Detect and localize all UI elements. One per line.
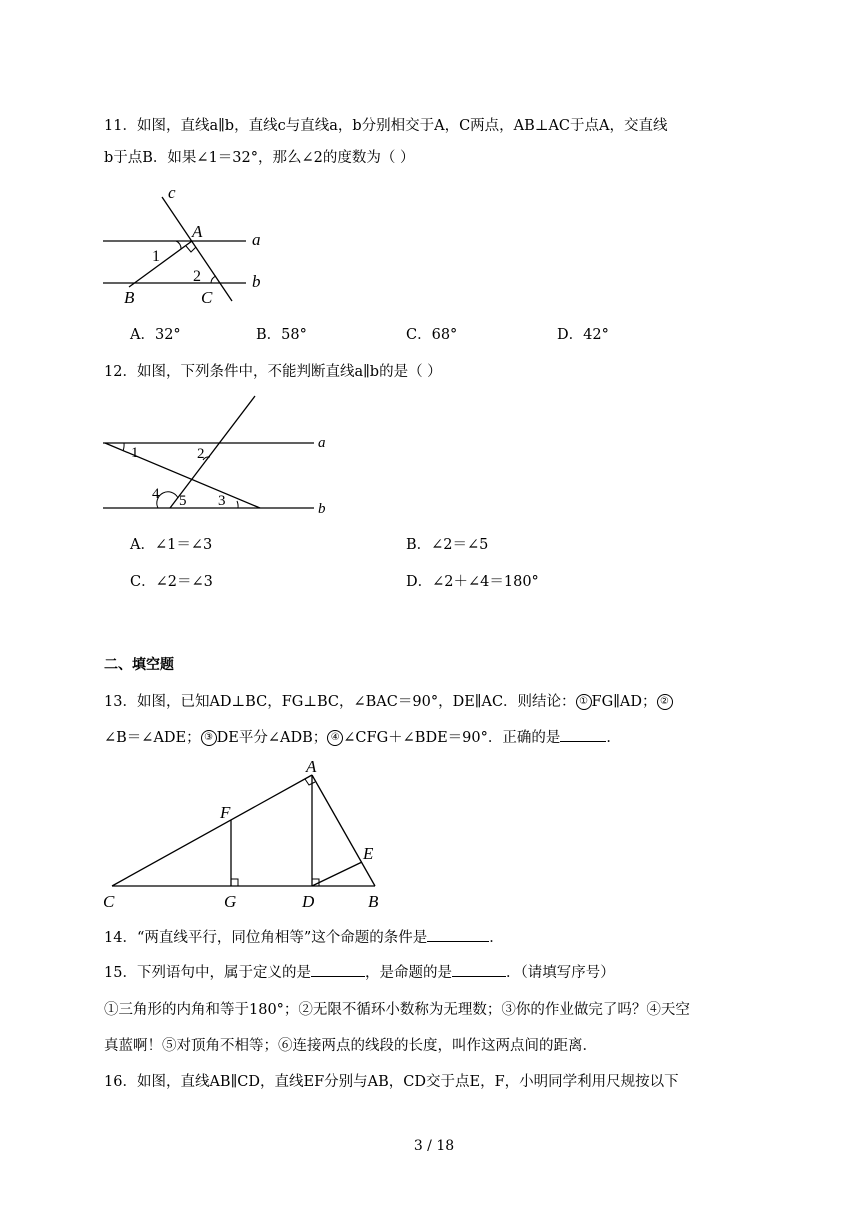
q13-label-F: F: [220, 803, 231, 822]
q15-definition-blank[interactable]: [311, 962, 365, 977]
q13-circle-4: ④: [327, 730, 343, 746]
q13-figure: [100, 752, 400, 912]
q12-label-a: a: [318, 435, 326, 451]
q12-label-b: b: [318, 501, 326, 517]
section-title-fill-in: 二、填空题: [104, 657, 174, 673]
q11-option-a: A．32°: [130, 327, 181, 343]
q14-end: ．: [489, 930, 504, 946]
q11-label-2: 2: [193, 268, 201, 285]
q15-text-a: 15．下列语句中，属于定义的是: [104, 965, 311, 981]
q13-line1-text-b: FG∥AD；: [591, 694, 657, 710]
q13-label-B: B: [368, 892, 379, 911]
q13-answer-blank[interactable]: [560, 727, 606, 742]
q13-circle-3: ③: [201, 730, 217, 746]
q13-line2-text-a: ∠B＝∠ADE；: [104, 730, 201, 746]
q11-option-d: D．42°: [557, 327, 609, 343]
q13-circle-2: ②: [657, 694, 673, 710]
page-number: 3 / 18: [413, 1138, 455, 1154]
q12-label-5: 5: [179, 493, 187, 509]
q13-line2-end: ．: [606, 730, 621, 746]
q15-line1: [104, 961, 615, 982]
q14-text: 14．“两直线平行，同位角相等”这个命题的条件是: [104, 930, 428, 946]
q11-label-B: B: [124, 288, 135, 307]
q11-label-a: a: [252, 230, 261, 249]
q16-line1: 16．如图，直线AB∥CD，直线EF分别与AB，CD交于点E，F，小明同学利用尺规按以下: [104, 1074, 679, 1090]
q14-line: [104, 926, 504, 947]
q12-figure: [100, 392, 340, 522]
q15-line2: ①三角形的内角和等于180°；②无限不循环小数称为无理数；③你的作业做完了吗？④天空: [104, 1002, 690, 1018]
q11-option-b: B．58°: [256, 327, 307, 343]
q14-answer-blank[interactable]: [427, 927, 489, 942]
q12-label-4: 4: [152, 486, 160, 502]
q13-line2-text-c: ∠CFG＋∠BDE＝90°．正确的是: [343, 730, 561, 746]
q12-option-a: A．∠1＝∠3: [130, 537, 213, 553]
q12-label-3: 3: [218, 493, 226, 509]
q12-option-b: B．∠2＝∠5: [406, 537, 489, 553]
q13-circle-1: ①: [576, 694, 592, 710]
q11-option-c: C．68°: [406, 327, 458, 343]
q12-label-2: 2: [197, 446, 205, 462]
q13-label-E: E: [363, 844, 374, 863]
q11-label-b: b: [252, 272, 261, 291]
q13-label-G: G: [224, 892, 237, 911]
q12-label-1: 1: [131, 445, 139, 461]
q11-label-1: 1: [152, 248, 160, 265]
q13-line1: [104, 690, 673, 711]
q13-line2-text-b: DE平分∠ADB；: [216, 730, 328, 746]
q13-label-A: A: [306, 757, 317, 776]
q12-line1: 12．如图，下列条件中，不能判断直线a∥b的是（ ）: [104, 364, 442, 380]
q15-text-c: ．（请填写序号）: [505, 965, 615, 981]
q12-option-d: D．∠2＋∠4＝180°: [406, 574, 539, 590]
q11-figure: [100, 183, 280, 308]
q15-text-b: ，是命题的是: [364, 965, 452, 981]
q15-proposition-blank[interactable]: [452, 962, 506, 977]
q13-label-D: D: [302, 892, 315, 911]
q13-line2: [104, 726, 621, 747]
q11-label-C: C: [201, 288, 213, 307]
q13-line1-text: 13．如图，已知AD⊥BC，FG⊥BC，∠BAC＝90°，DE∥AC．则结论：: [104, 694, 576, 710]
q11-label-A: A: [192, 222, 203, 241]
q11-line2: b于点B．如果∠1＝32°，那么∠2的度数为（ ）: [104, 150, 415, 166]
q11-line1: 11．如图，直线a∥b，直线c与直线a，b分别相交于A，C两点，AB⊥AC于点A，交直线: [104, 118, 668, 134]
q11-label-c: c: [168, 183, 176, 202]
q15-line3: 真蓝啊！⑤对顶角不相等；⑥连接两点的线段的长度，叫作这两点间的距离．: [104, 1038, 597, 1054]
q12-option-c: C．∠2＝∠3: [130, 574, 213, 590]
q13-label-C: C: [103, 892, 115, 911]
